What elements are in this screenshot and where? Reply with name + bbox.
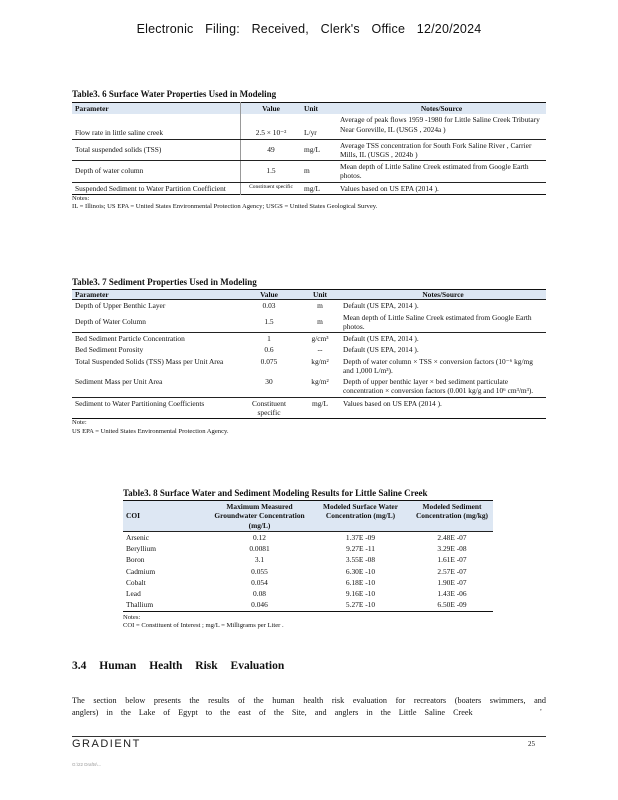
table-row: Cobalt 0.054 6.18E -10 1.90E -07 xyxy=(126,577,467,587)
table-row: Depth of Upper Benthic Layer 0.03 m Default (US EPA, 2014 ). xyxy=(75,301,419,311)
col-header: Unit xyxy=(301,103,337,115)
col-header: Modeled Surface Water Concentration (mg/L) xyxy=(310,501,411,532)
table-row: Flow rate in little saline creek 2.5 × 10⁻² L/yr Average of peak flows 1959 -1980 for Little Saline Creek Tributary Near Goreville, IL (USGS , 2024a ) xyxy=(72,114,546,139)
col-header: Notes/Source xyxy=(337,103,546,115)
table-notes: Notes: IL = Illinois; US EPA = United States Environmental Protection Agency; USGS = United States Geological Survey. xyxy=(72,194,378,211)
col-header: Parameter xyxy=(72,103,241,115)
table-row: Total Suspended Solids (TSS) Mass per Unit Area 0.075 kg/m² Depth of water column × TSS × conversion factors (10⁻⁶ kg/mg and 1,000 L/m³). xyxy=(75,356,533,375)
col-header: Value xyxy=(241,103,302,115)
col-header: Maximum Measured Groundwater Concentration (mg/L) xyxy=(209,501,310,532)
company-logo: GRADIENT xyxy=(72,738,141,750)
table xyxy=(72,102,546,195)
table-row: Bed Sediment Particle Concentration 1 g/cm³ Default (US EPA, 2014 ). xyxy=(75,334,419,343)
table-row: Sediment to Water Partitioning Coefficients Constituent specific mg/L Values based on US EPA (2014 ). xyxy=(72,397,546,419)
table-row: Total suspended solids (TSS) 49 mg/L Average TSS concentration for South Fork Saline River , Carrier Mills, IL (USGS , 2024b ) xyxy=(72,139,546,161)
table-row: Sediment Mass per Unit Area 30 kg/m² Depth of upper benthic layer × bed sediment particulate concentration × conversion factors (0.001 kg/g and 10⁶ cm³/m³). xyxy=(72,376,546,397)
table-row: Lead 0.08 9.16E -10 1.43E -06 xyxy=(126,589,467,598)
table xyxy=(72,289,546,419)
col-header: Unit xyxy=(300,290,340,300)
table-surface-water-properties xyxy=(72,89,546,212)
margin-mark: , xyxy=(540,704,542,712)
table-caption: Table3. 8 Surface Water and Sediment Modeling Results for Little Saline Creek xyxy=(123,488,428,498)
table-row: Boron 3.1 3.55E -08 1.61E -07 xyxy=(126,555,467,565)
table-sediment-properties xyxy=(72,277,546,436)
table-notes: Note: US EPA = United States Environmental Protection Agency. xyxy=(72,419,229,435)
table-row: Depth of Water Column 1.5 m Mean depth of Little Saline Creek estimated from Google Earth photos. xyxy=(72,312,546,333)
table-caption: Table3. 7 Sediment Properties Used in Modeling xyxy=(72,277,257,287)
section-heading: 3.4 Human Health Risk Evaluation xyxy=(72,660,285,672)
col-header: Parameter xyxy=(72,290,238,300)
col-header: Notes/Source xyxy=(340,290,546,300)
table-row: Cadmium 0.055 6.30E -10 2.57E -07 xyxy=(126,566,467,576)
page-number: 25 xyxy=(528,740,535,748)
table-row: Thallium 0.046 5.27E -10 6.50E -09 xyxy=(123,599,493,611)
col-header: COI xyxy=(123,501,209,532)
table-row: Depth of water column 1.5 m Mean depth of Little Saline Creek estimated from Google Earth photos. xyxy=(72,161,546,183)
col-header: Value xyxy=(238,290,300,300)
footer-rule xyxy=(72,736,546,737)
table-row: Beryllium 0.0081 9.27E -11 3.29E -08 xyxy=(126,544,467,553)
col-header: Modeled Sediment Concentration (mg/kg) xyxy=(411,501,493,532)
filing-header: Electronic Filing: Received, Clerk's Office 12/20/2024 xyxy=(136,22,482,36)
table-notes: Notes: COI = Constituent of Interest ; mg/L = Milligrams per Liter . xyxy=(123,613,284,630)
file-path-note: G:\22 Drafts\... xyxy=(72,762,102,767)
table-row: Bed Sediment Porosity 0.6 -- Default (US EPA, 2014 ). xyxy=(75,345,419,355)
table-row: Arsenic 0.12 1.37E -09 2.48E -07 xyxy=(123,531,493,543)
table-caption: Table3. 6 Surface Water Properties Used in Modeling xyxy=(72,89,277,99)
table-row: Suspended Sediment to Water Partition Coefficient Constituent specific mg/L Values based on US EPA (2014 ). xyxy=(72,182,546,194)
table-modeling-results xyxy=(123,488,493,631)
section-paragraph: The section below presents the results of the human health risk evaluation for recreators (boaters swimmers, and anglers) in the Lake of Egypt to the east of the Site, and anglers in the Little Saline Creek xyxy=(72,696,546,717)
table xyxy=(123,500,493,612)
